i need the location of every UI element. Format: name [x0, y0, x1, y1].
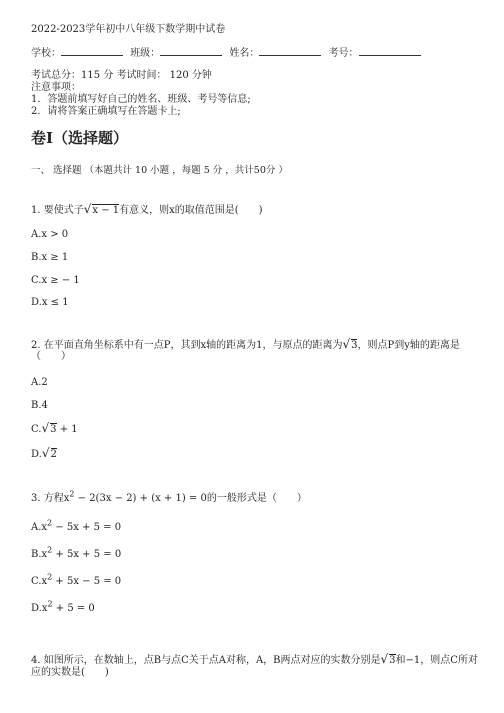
- radicand: 2: [50, 449, 57, 460]
- class-label: 班级：: [130, 48, 161, 59]
- option-text: B.x: [31, 549, 48, 560]
- sqrt-expression: √2: [41, 446, 57, 460]
- name-blank[interactable]: [259, 47, 321, 56]
- sqrt-expression: √3: [342, 337, 358, 351]
- option-text: C.x: [31, 576, 48, 587]
- option-a[interactable]: [31, 518, 122, 534]
- option-c[interactable]: C.x ≥ − 1: [31, 275, 80, 286]
- option-text: D.x: [31, 603, 48, 614]
- option-letter: D.: [31, 449, 42, 460]
- exponent: 2: [47, 599, 53, 609]
- option-c[interactable]: [31, 572, 122, 588]
- radicand: x − 1: [92, 205, 120, 216]
- exam-title: 2022-2023学年初中八年级下数学期中试卷: [31, 24, 226, 35]
- school-label: 学校：: [31, 48, 61, 59]
- id-blank[interactable]: [359, 47, 421, 56]
- question-stem-text: 4. 如图所示，在数轴上，点B与点C关于点A对称，A，B两点对应的实数分别是: [31, 655, 381, 666]
- exam-info: 考试总分：115 分 考试时间： 120 分钟: [31, 70, 212, 81]
- section-title: 卷I（选择题）: [31, 129, 129, 147]
- option-a[interactable]: A.2: [31, 377, 48, 388]
- exponent: 2: [47, 518, 53, 528]
- option-b[interactable]: B.4: [31, 400, 48, 411]
- option-text: A.x: [31, 522, 48, 533]
- question-stem-text: 2. 在平面直角坐标系中有一点P，其到x轴的距离为1，与原点的距离为: [31, 340, 343, 351]
- student-info-row: [31, 47, 425, 60]
- id-label: 考号：: [328, 48, 359, 59]
- class-blank[interactable]: [160, 47, 222, 56]
- exponent: 2: [69, 489, 75, 499]
- question-stem-text: ，则点P到y轴的距离是: [357, 340, 460, 351]
- sqrt-expression: √x − 1: [83, 202, 120, 216]
- option-text: − 5x + 5 = 0: [52, 522, 122, 533]
- notice-item: 2．请将答案正确填写在答题卡上;: [31, 106, 181, 117]
- option-text: + 5x − 5 = 0: [52, 576, 122, 587]
- question-1-stem: [31, 203, 263, 217]
- question-4-stem-line2: 应的实数是( ): [31, 667, 109, 678]
- sqrt-expression: √3: [41, 421, 57, 435]
- question-2-stem-line2: （ ）: [31, 351, 71, 362]
- radicand: 3: [351, 340, 358, 351]
- exponent: 2: [47, 545, 53, 555]
- notice-item: 1．答题前填写好自己的姓名、班级、考号等信息;: [31, 94, 251, 105]
- notice-title: 注意事项：: [31, 82, 81, 93]
- question-stem-text: 3. 方程x: [31, 493, 70, 504]
- section-subtitle: 一、 选择题 （本题共计 10 小题 ，每题 5 分 ，共计50分 ）: [31, 165, 288, 176]
- question-stem-text: 1. 要使式子: [31, 205, 84, 216]
- option-a[interactable]: A.x > 0: [31, 229, 69, 240]
- option-d[interactable]: D.x ≤ 1: [31, 297, 69, 308]
- option-c[interactable]: [31, 422, 78, 436]
- name-label: 姓名：: [229, 48, 260, 59]
- question-4-stem: [31, 653, 478, 667]
- radicand: 3: [50, 424, 57, 435]
- option-text: + 5 = 0: [52, 603, 95, 614]
- option-d[interactable]: [31, 447, 57, 461]
- question-3-stem: [31, 489, 307, 505]
- question-2-stem: [31, 338, 460, 352]
- option-letter: C.: [31, 424, 42, 435]
- question-stem-text: 有意义，则x的取值范围是( ): [119, 205, 263, 216]
- school-blank[interactable]: [61, 47, 123, 56]
- option-text: + 5x + 5 = 0: [52, 549, 122, 560]
- exponent: 2: [47, 572, 53, 582]
- question-stem-text: − 2(3x − 2) + (x + 1) = 0的一般形式是（ ）: [74, 493, 307, 504]
- radicand: 3: [389, 655, 396, 666]
- option-b[interactable]: [31, 545, 122, 561]
- option-d[interactable]: [31, 599, 95, 615]
- option-text: + 1: [56, 424, 78, 435]
- question-stem-text: 和−1，则点C所对: [395, 655, 478, 666]
- sqrt-expression: √3: [380, 652, 396, 666]
- option-b[interactable]: B.x ≥ 1: [31, 252, 69, 263]
